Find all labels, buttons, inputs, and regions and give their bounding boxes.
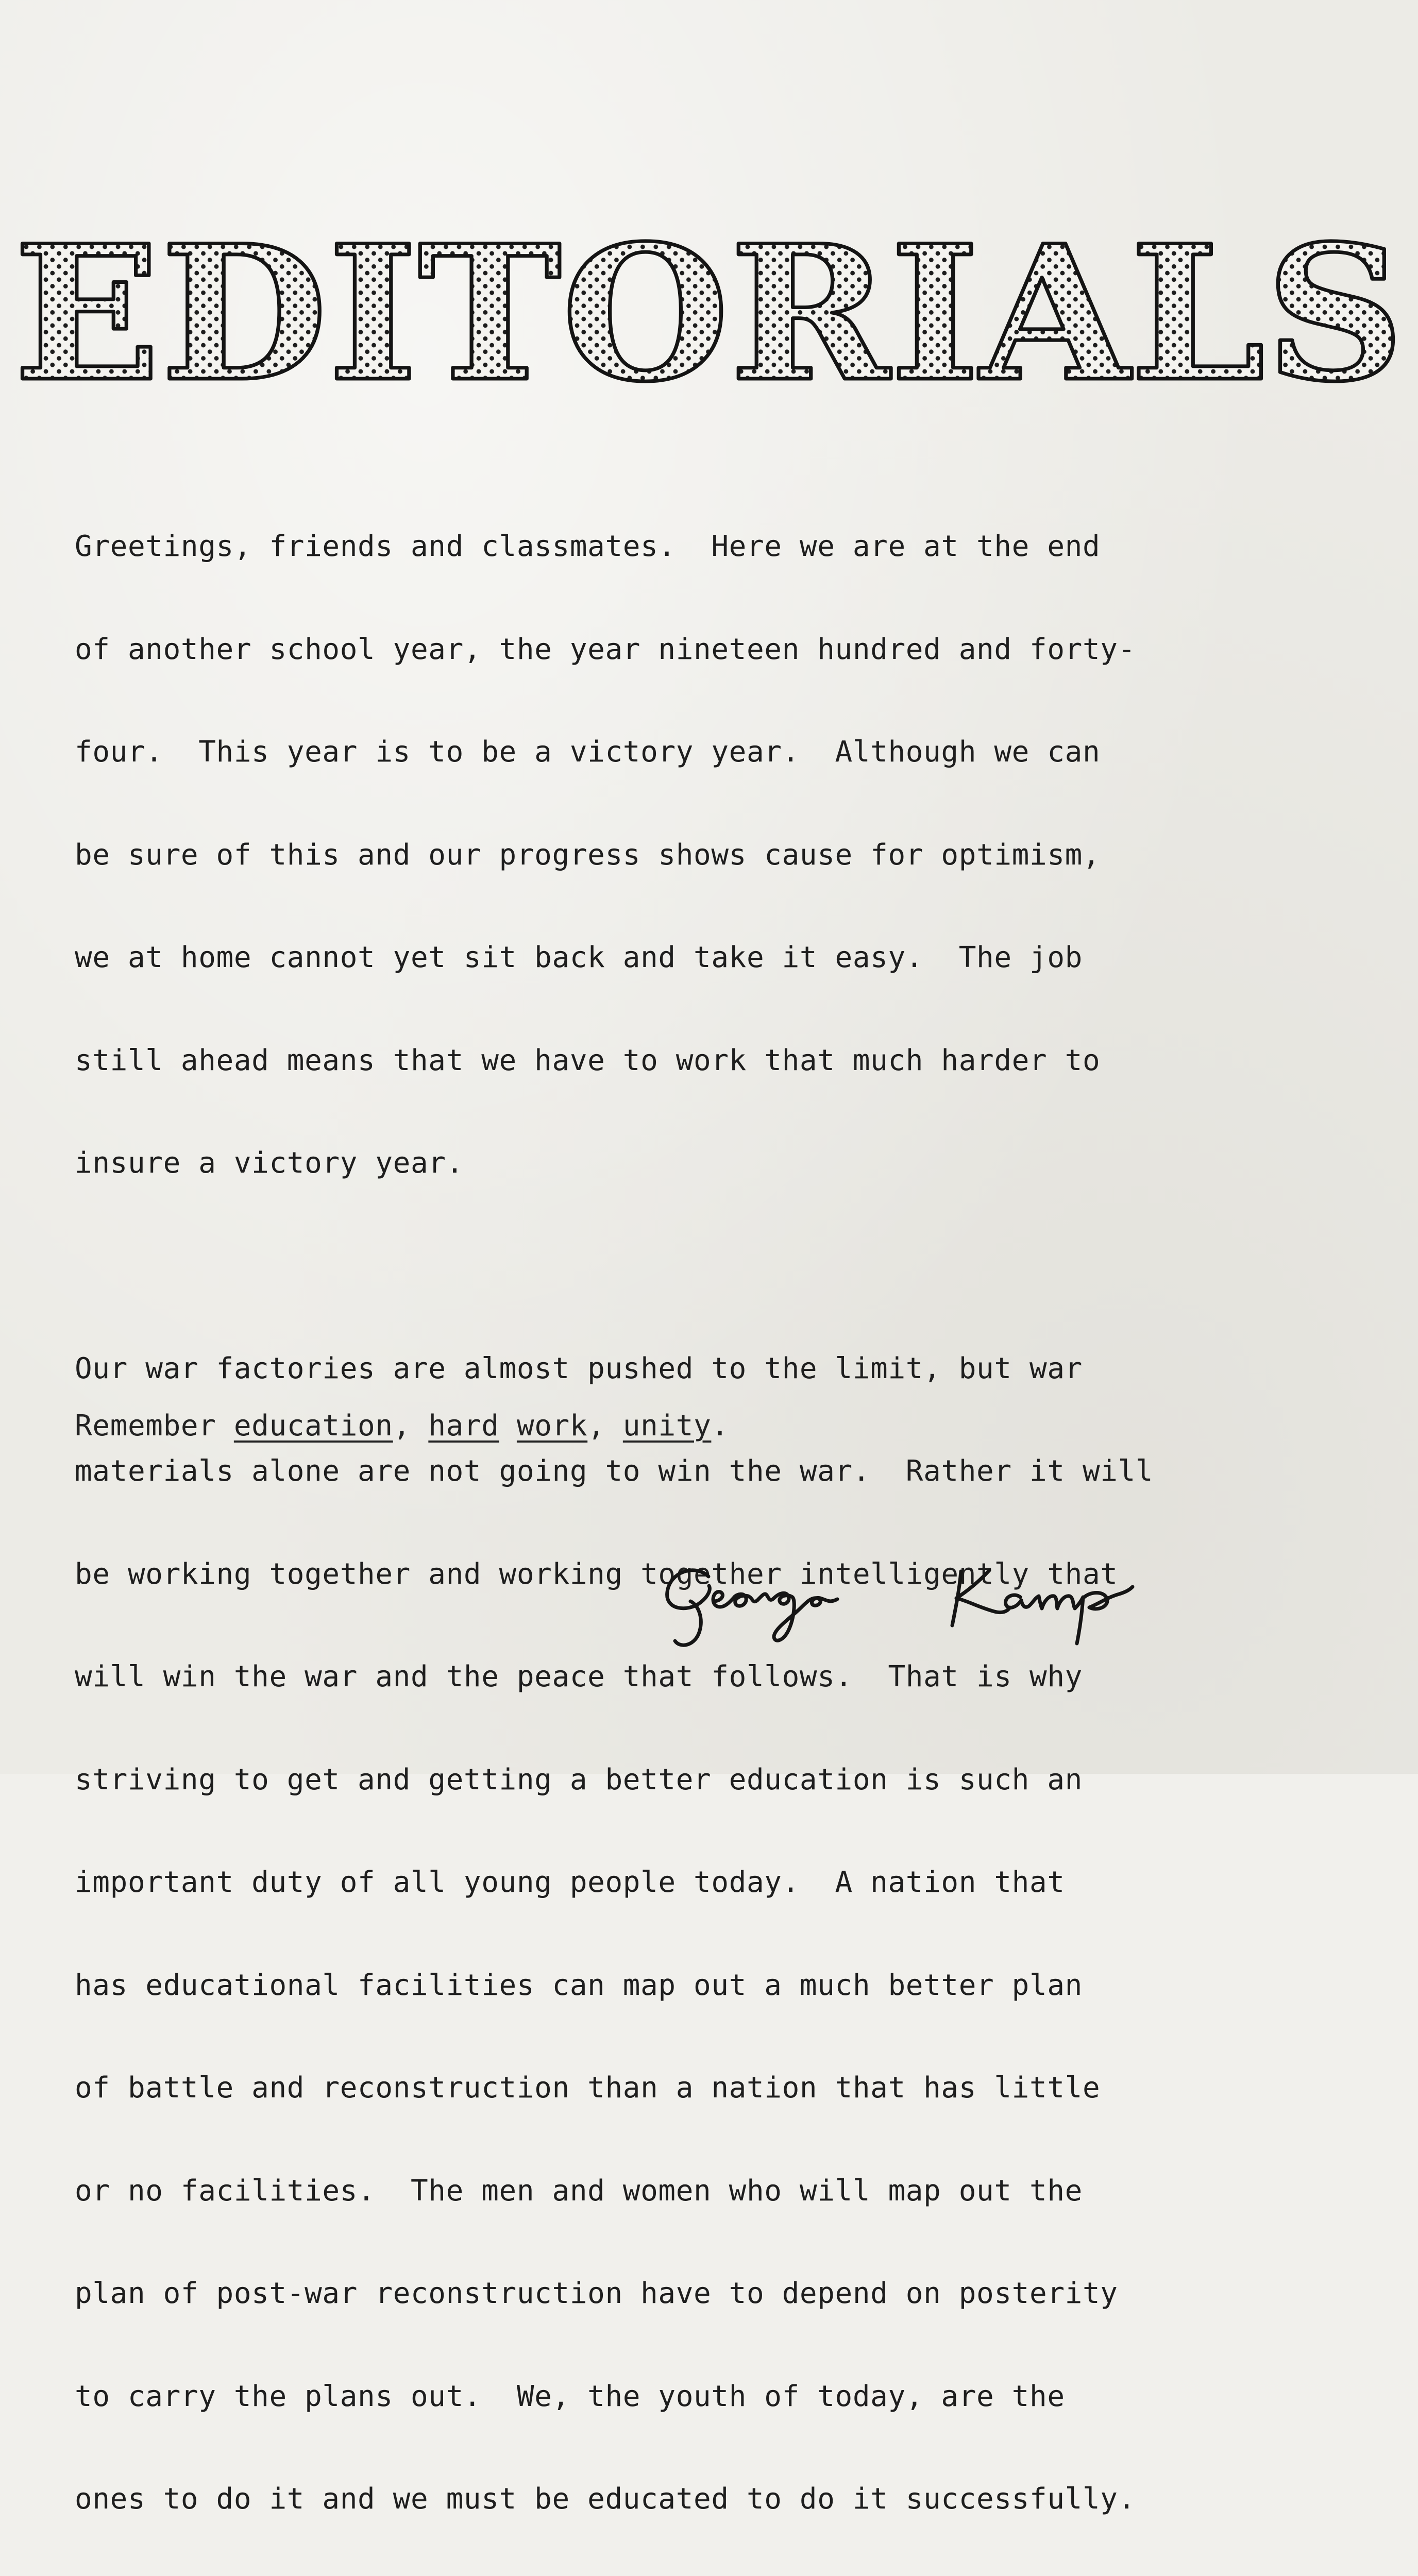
text-line: Greetings, friends and classmates. Here we are at the end	[75, 530, 1373, 564]
text-line: or no facilities. The men and women who will map out the	[75, 2174, 1373, 2209]
text-line: Our war factories are almost pushed to the limit, but war	[75, 1352, 1373, 1386]
editorials-heading-art	[0, 201, 1418, 417]
signature-art	[660, 1540, 1278, 1659]
text-line: of another school year, the year nineteen hundred and forty-	[75, 633, 1373, 667]
signature-text: George Kamp	[967, 1653, 971, 1654]
text-line: of battle and reconstruction than a nation that has little	[75, 2071, 1373, 2106]
masthead	[0, 201, 1418, 417]
underlined-hard: hard	[428, 1409, 499, 1443]
masthead-title: EDITORIALS	[13, 205, 1405, 422]
text-line: plan of post-war reconstruction have to depend on posterity	[75, 2277, 1373, 2311]
underlined-education: education	[234, 1409, 393, 1443]
text-line: striving to get and getting a better education is such an	[75, 1763, 1373, 1798]
closing-line	[75, 1409, 729, 1443]
closing-lead: Remember	[75, 1409, 234, 1443]
text-line: four. This year is to be a victory year. Although we can	[75, 735, 1373, 770]
closing-separator: ,	[393, 1409, 429, 1443]
underlined-work: work	[517, 1409, 587, 1443]
text-line: insure a victory year.	[75, 1146, 1373, 1181]
text-line: be sure of this and our progress shows cause for optimism,	[75, 838, 1373, 873]
editorial-body	[75, 461, 1373, 2576]
text-line: still ahead means that we have to work that much harder to	[75, 1044, 1373, 1078]
paragraph-1	[75, 461, 1373, 1249]
text-line: be working together and working together intelligently that	[75, 1557, 1373, 1592]
text-line: important duty of all young people today. A nation that	[75, 1866, 1373, 1900]
handwritten-signature	[660, 1540, 1278, 1659]
text-line: we at home cannot yet sit back and take it easy. The job	[75, 941, 1373, 975]
text-line: materials alone are not going to win the war. Rather it will	[75, 1454, 1373, 1489]
text-line: has educational facilities can map out a much better plan	[75, 1969, 1373, 2003]
text-line: will win the war and the peace that follows. That is why	[75, 1660, 1373, 1694]
closing-end: .	[711, 1409, 729, 1443]
closing-separator: ,	[587, 1409, 623, 1443]
underlined-unity: unity	[623, 1409, 712, 1443]
text-line: to carry the plans out. We, the youth of today, are the	[75, 2380, 1373, 2414]
closing-space	[499, 1409, 517, 1443]
paragraph-2	[75, 1283, 1373, 2576]
text-line: ones to do it and we must be educated to do it successfully.	[75, 2482, 1373, 2517]
